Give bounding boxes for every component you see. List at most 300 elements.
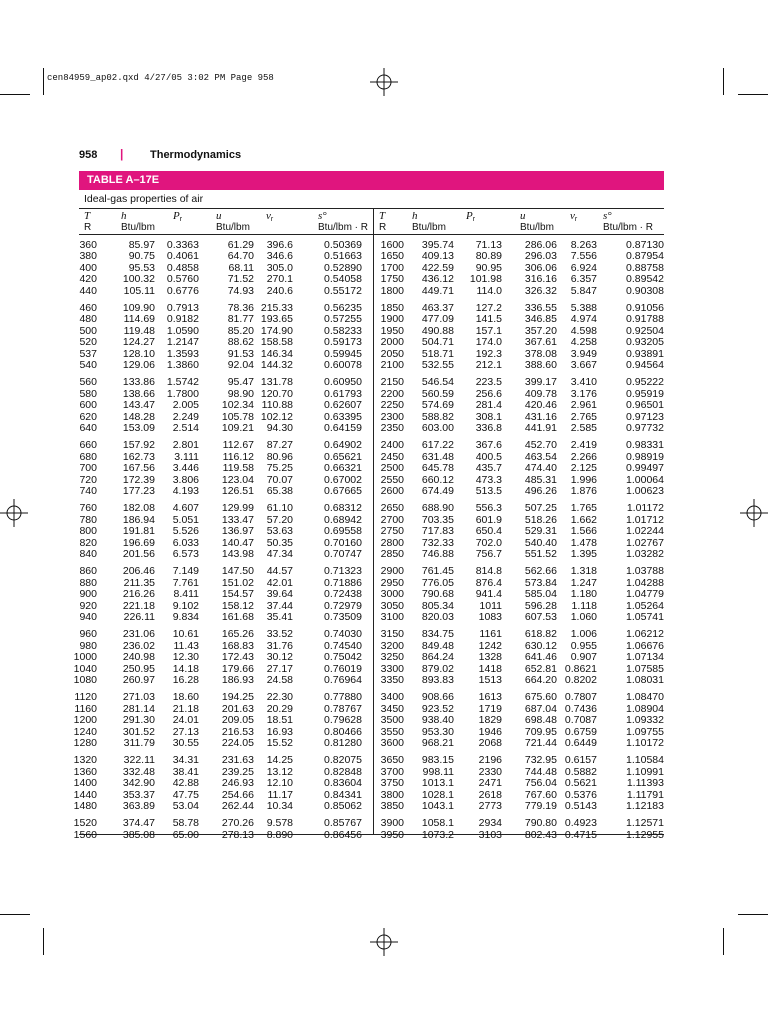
table-cell: 6.357 — [570, 273, 597, 286]
table-cell: 281.4 — [475, 399, 502, 412]
table-cell: 18.60 — [172, 691, 199, 704]
table-cell: 3750 — [380, 777, 404, 790]
table-cell: 607.53 — [524, 611, 557, 623]
table-cell: 1.04288 — [626, 576, 664, 589]
table-row — [79, 715, 664, 727]
table-cell: 246.93 — [221, 777, 254, 790]
table-cell: 420.46 — [524, 399, 557, 412]
table-cell: 477.09 — [421, 313, 454, 326]
table-cell: 560 — [79, 376, 97, 389]
table-cell: 2150 — [380, 376, 404, 389]
table-cell: 805.34 — [421, 599, 454, 612]
table-cell: 400.5 — [475, 450, 502, 463]
table-cell: 1950 — [380, 324, 404, 337]
table-cell: 1.07585 — [626, 662, 664, 675]
table-cell: 998.11 — [422, 765, 454, 778]
table-cell: 61.10 — [266, 502, 293, 515]
table-cell: 431.16 — [524, 410, 557, 423]
table-cell: 588.82 — [421, 410, 454, 423]
table-cell: 367.61 — [524, 336, 557, 349]
column-header-symbol-left-3: u — [216, 210, 222, 222]
column-header-symbol-right-2: $P_r$ — [466, 210, 476, 223]
table-cell: 316.16 — [524, 273, 557, 286]
table-cell: 1.00623 — [626, 485, 664, 497]
table-cell: 4.974 — [570, 313, 597, 326]
table-cell: 790.80 — [524, 817, 557, 830]
table-cell: 968.21 — [421, 737, 454, 749]
table-cell: 129.06 — [122, 359, 155, 371]
table-cell: 4.607 — [172, 502, 199, 515]
table-cell: 2850 — [380, 548, 404, 560]
table-cell: 11.17 — [267, 788, 293, 801]
table-cell: 0.58233 — [324, 324, 362, 337]
table-cell: 396.6 — [266, 239, 293, 251]
table-cell: 0.74030 — [324, 628, 362, 641]
table-cell: 0.5143 — [564, 800, 597, 812]
table-cell: 540.40 — [524, 536, 557, 549]
table-cell: 162.73 — [122, 450, 155, 463]
table-cell: 0.74540 — [324, 639, 362, 652]
table-cell: 240.98 — [122, 651, 155, 664]
table-cell: 7.149 — [172, 565, 199, 578]
table-cell: 0.79628 — [324, 714, 362, 727]
table-cell: 860 — [79, 565, 97, 578]
table-cell: 0.60950 — [324, 376, 362, 389]
table-cell: 1.006 — [570, 628, 597, 641]
table-caption: Ideal-gas properties of air — [84, 193, 204, 205]
table-cell: 0.86456 — [324, 828, 362, 841]
table-cell: 3600 — [380, 737, 404, 749]
table-cell: 127.2 — [475, 302, 502, 314]
table-cell: 840 — [79, 548, 97, 560]
table-cell: 0.50369 — [324, 239, 362, 251]
table-cell: 1.10172 — [626, 737, 664, 749]
table-cell: 463.54 — [524, 450, 557, 463]
table-cell: 353.37 — [122, 788, 155, 801]
table-cell: 420 — [79, 273, 97, 286]
table-cell: 112.67 — [222, 439, 254, 452]
table-cell: 64.70 — [227, 250, 254, 263]
table-cell: 820 — [79, 536, 97, 549]
table-cell: 157.1 — [475, 324, 502, 337]
table-cell: 507.25 — [524, 502, 557, 515]
table-cell: 385.08 — [122, 828, 155, 841]
table-cell: 500 — [79, 324, 97, 337]
table-cell: 876.4 — [475, 576, 502, 589]
table-cell: 761.45 — [421, 565, 454, 578]
table-cell: 1328 — [478, 651, 502, 664]
table-cell: 1000 — [73, 651, 97, 664]
table-cell: 1.12955 — [626, 828, 664, 841]
table-cell: 1080 — [73, 674, 97, 686]
table-cell: 513.5 — [475, 485, 502, 497]
table-cell: 0.63395 — [324, 410, 362, 423]
table-cell: 110.88 — [261, 399, 293, 412]
table-cell: 756.7 — [475, 548, 502, 560]
table-cell: 0.88758 — [626, 261, 664, 274]
table-cell: 16.93 — [266, 725, 293, 738]
table-cell: 0.97123 — [626, 410, 664, 423]
table-cell: 879.02 — [421, 662, 454, 675]
table-cell: 1418 — [478, 662, 502, 675]
table-cell: 556.3 — [475, 502, 502, 515]
table-cell: 3.111 — [174, 450, 199, 463]
table-cell: 95.53 — [128, 261, 155, 274]
table-cell: 172.39 — [122, 473, 155, 486]
crop-mark-bottom-right-horizontal — [738, 914, 768, 915]
table-cell: 80.96 — [266, 450, 293, 463]
table-cell: 0.68942 — [324, 513, 362, 526]
table-cell: 3050 — [380, 599, 404, 612]
table-cell: 1400 — [73, 777, 97, 790]
table-cell: 0.51663 — [324, 250, 362, 263]
table-cell: 0.73509 — [324, 611, 362, 623]
table-cell: 239.25 — [221, 765, 254, 778]
table-cell: 4.193 — [172, 485, 199, 497]
table-cell: 0.907 — [570, 651, 597, 664]
table-cell: 236.02 — [122, 639, 155, 652]
table-cell: 2050 — [380, 347, 404, 360]
table-cell: 39.64 — [266, 588, 293, 601]
table-cell: 3.806 — [172, 473, 199, 486]
table-cell: 6.573 — [172, 548, 199, 560]
table-cell: 908.66 — [421, 691, 454, 704]
page-number: 958 — [79, 149, 98, 161]
table-cell: 1.060 — [570, 611, 597, 623]
table-cell: 600 — [79, 399, 97, 412]
table-cell: 143.98 — [221, 548, 254, 560]
table-cell: 168.83 — [221, 639, 254, 652]
table-cell: 0.61793 — [324, 387, 362, 400]
table-cell: 0.87130 — [626, 239, 664, 251]
table-cell: 518.71 — [421, 347, 454, 360]
table-cell: 3400 — [380, 691, 404, 704]
table-cell: 1280 — [73, 737, 97, 749]
column-header-unit-right-3: Btu/lbm — [520, 222, 554, 233]
table-cell: 630.12 — [524, 639, 557, 652]
table-cell: 0.72438 — [324, 588, 362, 601]
table-cell: 12.10 — [266, 777, 293, 790]
table-row — [79, 612, 664, 624]
table-cell: 698.48 — [524, 714, 557, 727]
table-row — [79, 738, 664, 750]
table-cell: 141.5 — [475, 313, 502, 326]
table-cell: 388.60 — [524, 359, 557, 371]
table-cell: 30.55 — [172, 737, 199, 749]
table-cell: 254.66 — [221, 788, 254, 801]
table-cell: 1.04779 — [626, 588, 664, 601]
table-cell: 27.13 — [172, 725, 199, 738]
table-header-rule — [79, 234, 664, 235]
table-cell: 1.10991 — [626, 765, 664, 778]
table-cell: 436.12 — [421, 273, 454, 286]
table-cell: 0.80466 — [324, 725, 362, 738]
table-cell: 47.75 — [172, 788, 199, 801]
column-header-unit-left-0: R — [84, 222, 92, 233]
table-cell: 1750 — [380, 273, 404, 286]
table-cell: 834.75 — [421, 628, 454, 641]
table-cell: 367.6 — [475, 439, 502, 452]
table-cell: 603.00 — [421, 422, 454, 434]
table-cell: 305.0 — [266, 261, 293, 274]
column-header-symbol-right-1: h — [412, 210, 418, 222]
table-cell: 680 — [79, 450, 97, 463]
table-cell: 675.60 — [524, 691, 557, 704]
table-cell: 3.410 — [570, 376, 597, 389]
table-cell: 44.57 — [266, 565, 293, 578]
table-row — [79, 274, 664, 286]
table-cell: 1043.1 — [421, 800, 454, 812]
table-cell: 0.71323 — [324, 565, 362, 578]
table-cell: 378.08 — [524, 347, 557, 360]
table-cell: 0.60078 — [324, 359, 362, 371]
table-cell: 1160 — [74, 702, 97, 715]
table-cell: 1850 — [380, 302, 404, 314]
table-cell: 3950 — [380, 828, 404, 841]
table-cell: 286.06 — [524, 239, 557, 251]
table-cell: 74.93 — [227, 284, 254, 297]
table-cell: 0.52890 — [324, 261, 362, 274]
table-cell: 30.12 — [266, 651, 293, 664]
table-cell: 0.84341 — [324, 788, 362, 801]
table-cell: 700 — [79, 462, 97, 475]
table-cell: 2.266 — [570, 450, 597, 463]
table-cell: 0.97732 — [626, 422, 664, 434]
table-cell: 1520 — [73, 817, 97, 830]
table-cell: 3.667 — [570, 359, 597, 371]
table-cell: 101.98 — [469, 273, 502, 286]
table-cell: 814.8 — [475, 565, 502, 578]
table-cell: 618.82 — [524, 628, 557, 641]
table-cell: 5.847 — [570, 284, 597, 297]
table-cell: 14.25 — [266, 754, 293, 767]
table-cell: 191.81 — [122, 525, 155, 538]
table-cell: 983.15 — [421, 754, 454, 767]
table-cell: 1242 — [478, 639, 502, 652]
table-cell: 65.00 — [172, 828, 199, 841]
table-cell: 573.84 — [524, 576, 557, 589]
table-cell: 0.95222 — [626, 376, 664, 389]
table-cell: 1.01172 — [626, 502, 664, 515]
table-cell: 0.3363 — [166, 239, 199, 251]
table-cell: 216.26 — [122, 588, 155, 601]
table-cell: 2650 — [380, 502, 404, 515]
table-cell: 1083 — [478, 611, 502, 623]
table-cell: 441.91 — [524, 422, 557, 434]
table-cell: 21.18 — [172, 702, 199, 715]
table-cell: 0.98919 — [626, 450, 664, 463]
table-cell: 85.97 — [128, 239, 155, 251]
table-cell: 105.11 — [123, 284, 155, 297]
column-header-symbol-left-2: $P_r$ — [173, 210, 183, 223]
table-cell: 174.0 — [475, 336, 502, 349]
table-cell: 893.83 — [421, 674, 454, 686]
table-cell: 143.47 — [122, 399, 155, 412]
table-cell: 8.411 — [173, 588, 199, 601]
table-cell: 2773 — [478, 800, 502, 812]
table-cell: 0.85767 — [324, 817, 362, 830]
table-cell: 186.93 — [221, 674, 254, 686]
table-cell: 2.585 — [570, 422, 597, 434]
table-cell: 8.263 — [570, 239, 597, 251]
table-cell: 88.62 — [227, 336, 254, 349]
table-cell: 496.26 — [524, 485, 557, 497]
table-cell: 201.56 — [122, 548, 155, 560]
table-row — [79, 589, 664, 601]
table-cell: 0.57255 — [324, 313, 362, 326]
table-cell: 131.78 — [260, 376, 293, 389]
table-cell: 271.03 — [122, 691, 155, 704]
table-cell: 1.0590 — [166, 324, 199, 337]
table-cell: 900 — [79, 588, 97, 601]
table-cell: 473.3 — [475, 473, 502, 486]
table-cell: 3.446 — [172, 462, 199, 475]
table-cell: 270.1 — [266, 273, 293, 286]
table-cell: 161.68 — [221, 611, 254, 623]
column-header-symbol-right-3: u — [520, 210, 526, 222]
table-cell: 1.07134 — [626, 651, 664, 664]
table-cell: 631.48 — [421, 450, 454, 463]
table-cell: 1240 — [73, 725, 97, 738]
table-cell: 212.1 — [475, 359, 502, 371]
table-cell: 78.36 — [227, 302, 254, 314]
header-separator: | — [120, 147, 124, 161]
table-cell: 20.29 — [266, 702, 293, 715]
table-cell: 1.2147 — [166, 336, 199, 349]
table-cell: 22.30 — [266, 691, 293, 704]
table-cell: 0.82848 — [324, 765, 362, 778]
table-cell: 2400 — [380, 439, 404, 452]
table-cell: 240.6 — [266, 284, 293, 297]
table-cell: 102.12 — [260, 410, 293, 423]
table-cell: 71.13 — [475, 239, 502, 251]
table-cell: 2800 — [380, 536, 404, 549]
table-cell: 645.78 — [421, 462, 454, 475]
table-cell: 1040 — [73, 662, 97, 675]
column-header-unit-left-5: Btu/lbm · R — [318, 222, 369, 233]
table-cell: 10.61 — [172, 628, 199, 641]
table-cell: 601.9 — [475, 513, 502, 526]
table-cell: 70.07 — [266, 473, 293, 486]
table-cell: 1829 — [478, 714, 502, 727]
table-row — [79, 830, 664, 842]
table-cell: 2.801 — [172, 439, 199, 452]
table-row — [79, 337, 664, 349]
table-cell: 474.40 — [524, 462, 557, 475]
table-cell: 114.69 — [123, 313, 155, 326]
table-cell: 147.50 — [221, 565, 254, 578]
table-cell: 1613 — [478, 691, 502, 704]
table-cell: 98.90 — [227, 387, 254, 400]
table-cell: 92.04 — [227, 359, 254, 371]
table-cell: 0.83604 — [324, 777, 362, 790]
table-cell: 574.69 — [421, 399, 454, 412]
table-cell: 7.761 — [172, 576, 199, 589]
table-cell: 109.21 — [221, 422, 254, 434]
table-cell: 154.57 — [221, 588, 254, 601]
table-cell: 721.44 — [524, 737, 557, 749]
table-cell: 18.51 — [266, 714, 293, 727]
table-cell: 674.49 — [421, 485, 454, 497]
table-cell: 0.7913 — [166, 302, 199, 314]
table-cell: 1013.1 — [421, 777, 454, 790]
table-cell: 3.949 — [570, 347, 597, 360]
column-header-unit-left-3: Btu/lbm — [216, 222, 250, 233]
table-cell: 0.6776 — [166, 284, 199, 297]
registration-target-icon — [0, 499, 28, 527]
table-cell: 209.05 — [221, 714, 254, 727]
table-cell: 650.4 — [475, 525, 502, 538]
table-cell: 617.22 — [421, 439, 454, 452]
table-cell: 24.58 — [266, 674, 293, 686]
column-header-symbol-left-0: T — [84, 210, 91, 222]
table-cell: 702.0 — [475, 536, 502, 549]
table-cell: 215.33 — [260, 302, 293, 314]
table-cell: 2000 — [380, 336, 404, 349]
table-cell: 1.395 — [570, 548, 597, 560]
table-cell: 260.97 — [122, 674, 155, 686]
table-cell: 532.55 — [421, 359, 454, 371]
table-cell: 703.35 — [421, 513, 454, 526]
table-cell: 2950 — [380, 576, 404, 589]
table-cell: 301.52 — [122, 725, 155, 738]
running-header — [79, 147, 664, 163]
column-header-unit-right-1: Btu/lbm — [412, 222, 446, 233]
table-cell: 1.996 — [570, 473, 597, 486]
crop-mark-bottom-left-vertical — [43, 928, 44, 955]
table-cell: 1200 — [73, 714, 97, 727]
table-cell: 138.66 — [122, 387, 155, 400]
table-cell: 641.46 — [524, 651, 557, 664]
table-cell: 5.388 — [570, 302, 597, 314]
table-cell: 182.08 — [122, 502, 155, 515]
table-row — [79, 652, 664, 664]
table-cell: 109.90 — [122, 302, 155, 314]
table-cell: 980 — [79, 639, 97, 652]
table-cell: 80.89 — [475, 250, 502, 263]
table-cell: 0.59173 — [324, 336, 362, 349]
table-cell: 206.46 — [122, 565, 155, 578]
table-cell: 281.14 — [122, 702, 155, 715]
table-cell: 1719 — [478, 702, 502, 715]
table-cell: 0.55172 — [324, 284, 362, 297]
table-row — [79, 801, 664, 813]
table-cell: 0.5621 — [564, 777, 597, 790]
table-cell: 172.43 — [221, 651, 254, 664]
table-cell: 452.70 — [524, 439, 557, 452]
table-cell: 664.20 — [524, 674, 557, 686]
table-cell: 660 — [79, 439, 97, 452]
table-cell: 201.63 — [221, 702, 254, 715]
crop-mark-top-right-vertical — [723, 68, 724, 95]
table-row — [79, 486, 664, 498]
table-cell: 0.98331 — [626, 439, 664, 452]
table-cell: 2250 — [380, 399, 404, 412]
table-cell: 1.02244 — [626, 525, 664, 538]
table-cell: 790.68 — [421, 588, 454, 601]
table-cell: 0.68312 — [324, 502, 362, 515]
table-cell: 296.03 — [524, 250, 557, 263]
table-cell: 336.55 — [524, 302, 557, 314]
table-cell: 224.05 — [221, 737, 254, 749]
table-cell: 3650 — [380, 754, 404, 767]
table-cell: 157.92 — [122, 439, 155, 452]
table-cell: 2330 — [478, 765, 502, 778]
table-label: TABLE A–17E — [87, 174, 160, 186]
table-cell: 179.66 — [221, 662, 254, 675]
table-cell: 186.94 — [122, 513, 155, 526]
table-cell: 1.06212 — [626, 628, 664, 641]
